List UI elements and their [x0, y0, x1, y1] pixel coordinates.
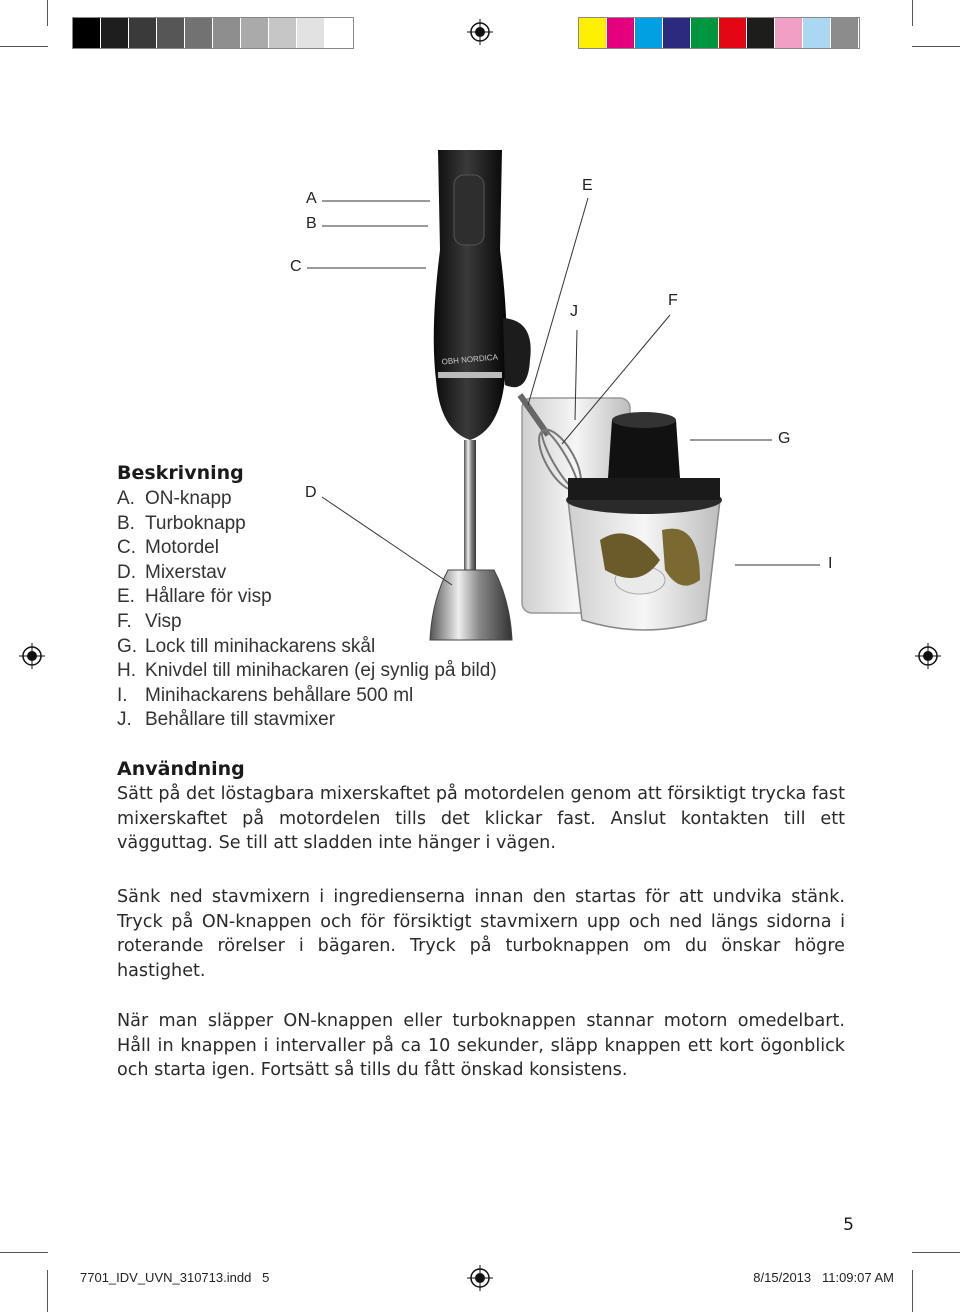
description-item	[117, 536, 497, 561]
description-list	[117, 487, 497, 733]
description-item-key: A.	[117, 488, 135, 509]
description-heading: Beskrivning	[117, 462, 244, 484]
slug-date: 8/15/2013 11:09:07 AM	[753, 1270, 894, 1285]
color-swatch	[325, 18, 353, 48]
grayscale-bar	[72, 17, 354, 49]
color-swatch	[269, 18, 297, 48]
color-swatch	[663, 18, 691, 48]
color-swatch	[579, 18, 607, 48]
diagram-label-c: C	[290, 258, 302, 275]
description-item-text: Mixerstav	[145, 561, 227, 583]
color-swatch	[241, 18, 269, 48]
registration-mark-icon	[467, 1265, 493, 1291]
description-item-key: C.	[117, 537, 136, 559]
color-swatch	[803, 18, 831, 48]
description-item-key: H.	[117, 660, 136, 682]
description-item-key: J.	[117, 709, 132, 731]
color-bar	[578, 17, 860, 49]
diagram-label-e: E	[582, 177, 593, 194]
usage-paragraph-2: Sänk ned stavmixern i ingredienserna innan den startas för att undvika stänk. Tryck på ON-knappen och för försiktigt stavmixern upp och ned längs sidorna i roterande rörelser i bägaren. Tryck på turboknappen om du önskar högre hastighet.	[117, 887, 845, 981]
color-swatch	[185, 18, 213, 48]
diagram-label-i: I	[828, 555, 833, 572]
crop-mark	[47, 1270, 48, 1312]
description-item-text: Motordel	[145, 537, 219, 559]
description-item	[117, 610, 497, 635]
description-item-text: ON-knapp	[145, 488, 232, 509]
description-item-text: Knivdel till minihackaren (ej synlig på bild)	[145, 660, 497, 682]
color-swatch	[831, 18, 859, 48]
color-swatch	[129, 18, 157, 48]
color-swatch	[157, 18, 185, 48]
diagram-label-d: D	[305, 484, 317, 501]
description-item-key: I.	[117, 684, 128, 706]
crop-mark	[912, 1252, 960, 1253]
diagram-label-a: A	[306, 190, 317, 207]
description-item	[117, 585, 497, 610]
crop-mark	[912, 1270, 913, 1312]
description-item	[117, 708, 497, 733]
color-swatch	[213, 18, 241, 48]
description-item-text: Behållare till stavmixer	[145, 709, 336, 731]
description-item-text: Visp	[145, 610, 182, 632]
diagram-label-f: F	[668, 292, 678, 309]
description-item-key: F.	[117, 610, 132, 632]
slug-filename: 7701_IDV_UVN_310713.indd 5	[80, 1270, 270, 1285]
color-swatch	[297, 18, 325, 48]
diagram-label-j: J	[570, 303, 578, 320]
description-item	[117, 561, 497, 586]
description-item-text: Hållare för visp	[145, 586, 272, 608]
usage-paragraph-1: Sätt på det löstagbara mixerskaftet på motordelen genom att försiktigt trycka fast mixerskaftet på motordelen tills det klickar fast. Anslut kontakten till ett vägguttag. Se till att sladden inte hänger i vägen.	[117, 784, 845, 853]
description-item	[117, 487, 497, 512]
crop-mark	[912, 0, 913, 26]
usage-paragraph-3: När man släpper ON-knappen eller turboknappen stannar motorn omedelbart. Håll in knappen i intervaller på ca 10 sekunder, släpp knappen ett kort ögonblick och starta igen. Fortsätt så tills du fått önskad konsistens.	[117, 1011, 845, 1080]
description-item-key: B.	[117, 512, 135, 534]
description-item	[117, 512, 497, 537]
description-item-text: Minihackarens behållare 500 ml	[145, 684, 414, 706]
crop-mark	[0, 1252, 48, 1253]
color-swatch	[607, 18, 635, 48]
crop-mark	[0, 46, 48, 47]
color-swatch	[101, 18, 129, 48]
color-swatch	[635, 18, 663, 48]
description-item-text: Lock till minihackarens skål	[145, 635, 376, 657]
description-item-key: G.	[117, 635, 138, 657]
color-swatch	[719, 18, 747, 48]
color-swatch	[747, 18, 775, 48]
description-item-text: Turboknapp	[145, 512, 246, 534]
diagram-label-g: G	[778, 430, 791, 447]
usage-heading: Användning	[117, 758, 245, 780]
diagram-label-b: B	[306, 215, 317, 232]
registration-mark-icon	[467, 19, 493, 45]
description-item	[117, 635, 497, 660]
description-item-key: D.	[117, 561, 136, 583]
color-swatch	[775, 18, 803, 48]
color-swatch	[691, 18, 719, 48]
color-swatch	[73, 18, 101, 48]
crop-mark	[912, 46, 960, 47]
page-number: 5	[843, 1215, 854, 1235]
crop-mark	[47, 0, 48, 26]
description-item	[117, 659, 497, 684]
product-logo: OBH NORDICA	[441, 352, 499, 367]
description-item-key: E.	[117, 586, 135, 608]
description-item	[117, 684, 497, 709]
